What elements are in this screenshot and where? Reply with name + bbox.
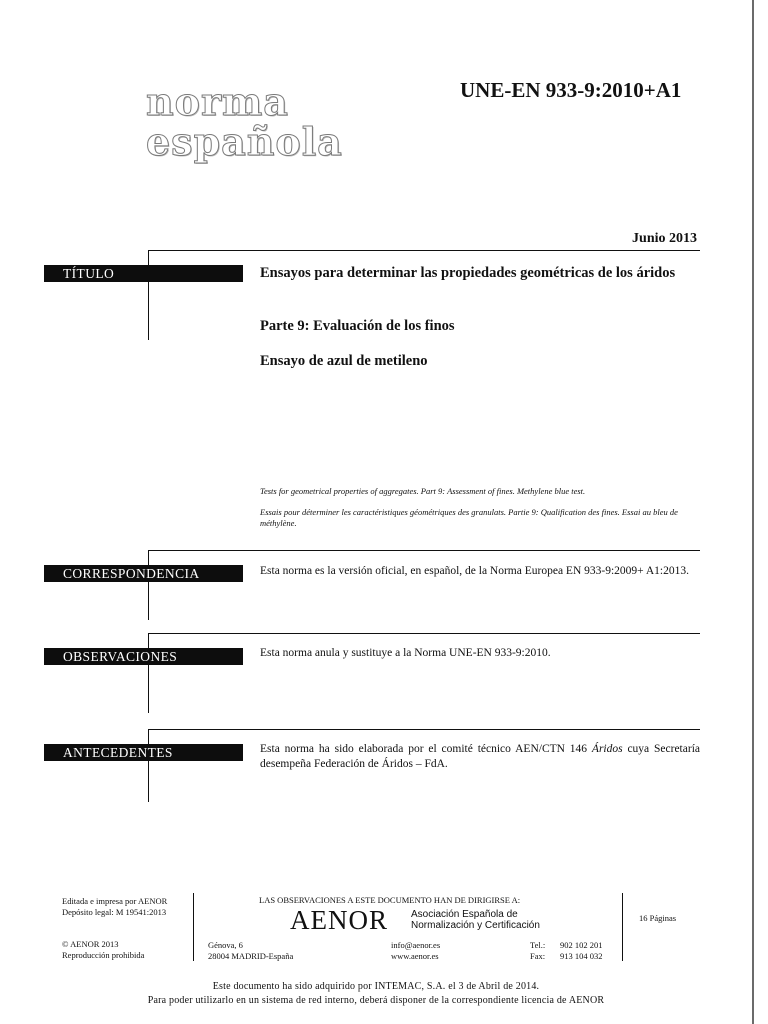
titulo-vertical-rule <box>148 250 149 340</box>
correspondencia-label: CORRESPONDENCIA <box>44 565 243 582</box>
fax-label: Fax: <box>530 951 546 961</box>
observaciones-label: OBSERVACIONES <box>44 648 243 665</box>
address-city: 28004 MADRID-España <box>208 951 294 961</box>
publication-date: Junio 2013 <box>632 231 697 246</box>
tel-label: Tel.: <box>530 940 546 950</box>
standard-code: UNE-EN 933-9:2010+A1 <box>460 78 682 102</box>
correspondencia-text: Esta norma es la versión oficial, en español, de la Norma Europea EN 933-9:2009+ A1:2013. <box>260 565 689 577</box>
observations-address-heading: LAS OBSERVACIONES A ESTE DOCUMENTO HAN DE DIRIGIRSE A: <box>259 895 521 905</box>
titulo-label: TÍTULO <box>44 265 243 282</box>
footer-left-divider <box>193 893 194 961</box>
aenor-full-name-line-1: Asociación Española de <box>411 909 518 920</box>
logo-line-2: española <box>146 119 343 164</box>
document-part: Parte 9: Evaluación de los finos <box>260 318 455 334</box>
page-count: 16 Páginas <box>639 913 677 923</box>
observaciones-rule <box>148 633 700 634</box>
aenor-logo-text: AENOR <box>290 905 388 935</box>
contact-email: info@aenor.es <box>391 940 441 950</box>
edited-by: Editada e impresa por AENOR <box>62 896 168 906</box>
footer-right-divider <box>622 893 623 961</box>
reproduction-notice: Reproducción prohibida <box>62 950 145 960</box>
scan-edge <box>752 0 754 1024</box>
fax-number: 913 104 032 <box>560 951 603 961</box>
observaciones-vertical-rule <box>148 633 149 713</box>
tel-number: 902 102 201 <box>560 940 603 950</box>
address-street: Génova, 6 <box>208 940 243 950</box>
aenor-full-name-line-2: Normalización y Certificación <box>411 920 540 931</box>
aenor-full-name <box>411 909 540 931</box>
antecedentes-text <box>260 742 700 772</box>
english-title: Tests for geometrical properties of aggregates. Part 9: Assessment of fines. Methylene blue test. <box>260 486 586 496</box>
norma-espanola-logo <box>146 79 343 164</box>
antecedentes-label: ANTECEDENTES <box>44 744 243 761</box>
copyright: © AENOR 2013 <box>62 939 119 949</box>
titulo-rule <box>148 250 700 251</box>
observaciones-text: Esta norma anula y sustituye a la Norma UNE-EN 933-9:2010. <box>260 647 551 659</box>
acquisition-note-line-2: Para poder utilizarlo en un sistema de red interno, deberá disponer de la correspondiente licencia de AENOR <box>147 995 605 1006</box>
acquisition-note-line-1: Este documento ha sido adquirido por INTEMAC, S.A. el 3 de Abril de 2014. <box>212 981 540 992</box>
french-title: Essais pour déterminer les caractéristiques géométriques des granulats. Partie 9: Qualification des fines. Essai au bleu de méthylène. <box>260 507 678 528</box>
logo-line-1: norma <box>146 79 289 124</box>
antecedentes-vertical-rule <box>148 729 149 802</box>
antecedentes-rule <box>148 729 700 730</box>
deposito-legal: Depósito legal: M 19541:2013 <box>62 907 167 917</box>
document-subtitle: Ensayo de azul de metileno <box>260 353 428 369</box>
antecedentes-text-end: cuya Secretaría desempeña Federación de Áridos – FdA. <box>260 743 700 770</box>
correspondencia-rule <box>148 550 700 551</box>
contact-website: www.aenor.es <box>391 951 439 961</box>
document-title: Ensayos para determinar las propiedades geométricas de los áridos <box>260 265 676 281</box>
correspondencia-vertical-rule <box>148 550 149 620</box>
antecedentes-committee-name: Áridos <box>591 743 623 755</box>
antecedentes-text-start: Esta norma ha sido elaborada por el comité técnico AEN/CTN 146 <box>260 743 592 755</box>
